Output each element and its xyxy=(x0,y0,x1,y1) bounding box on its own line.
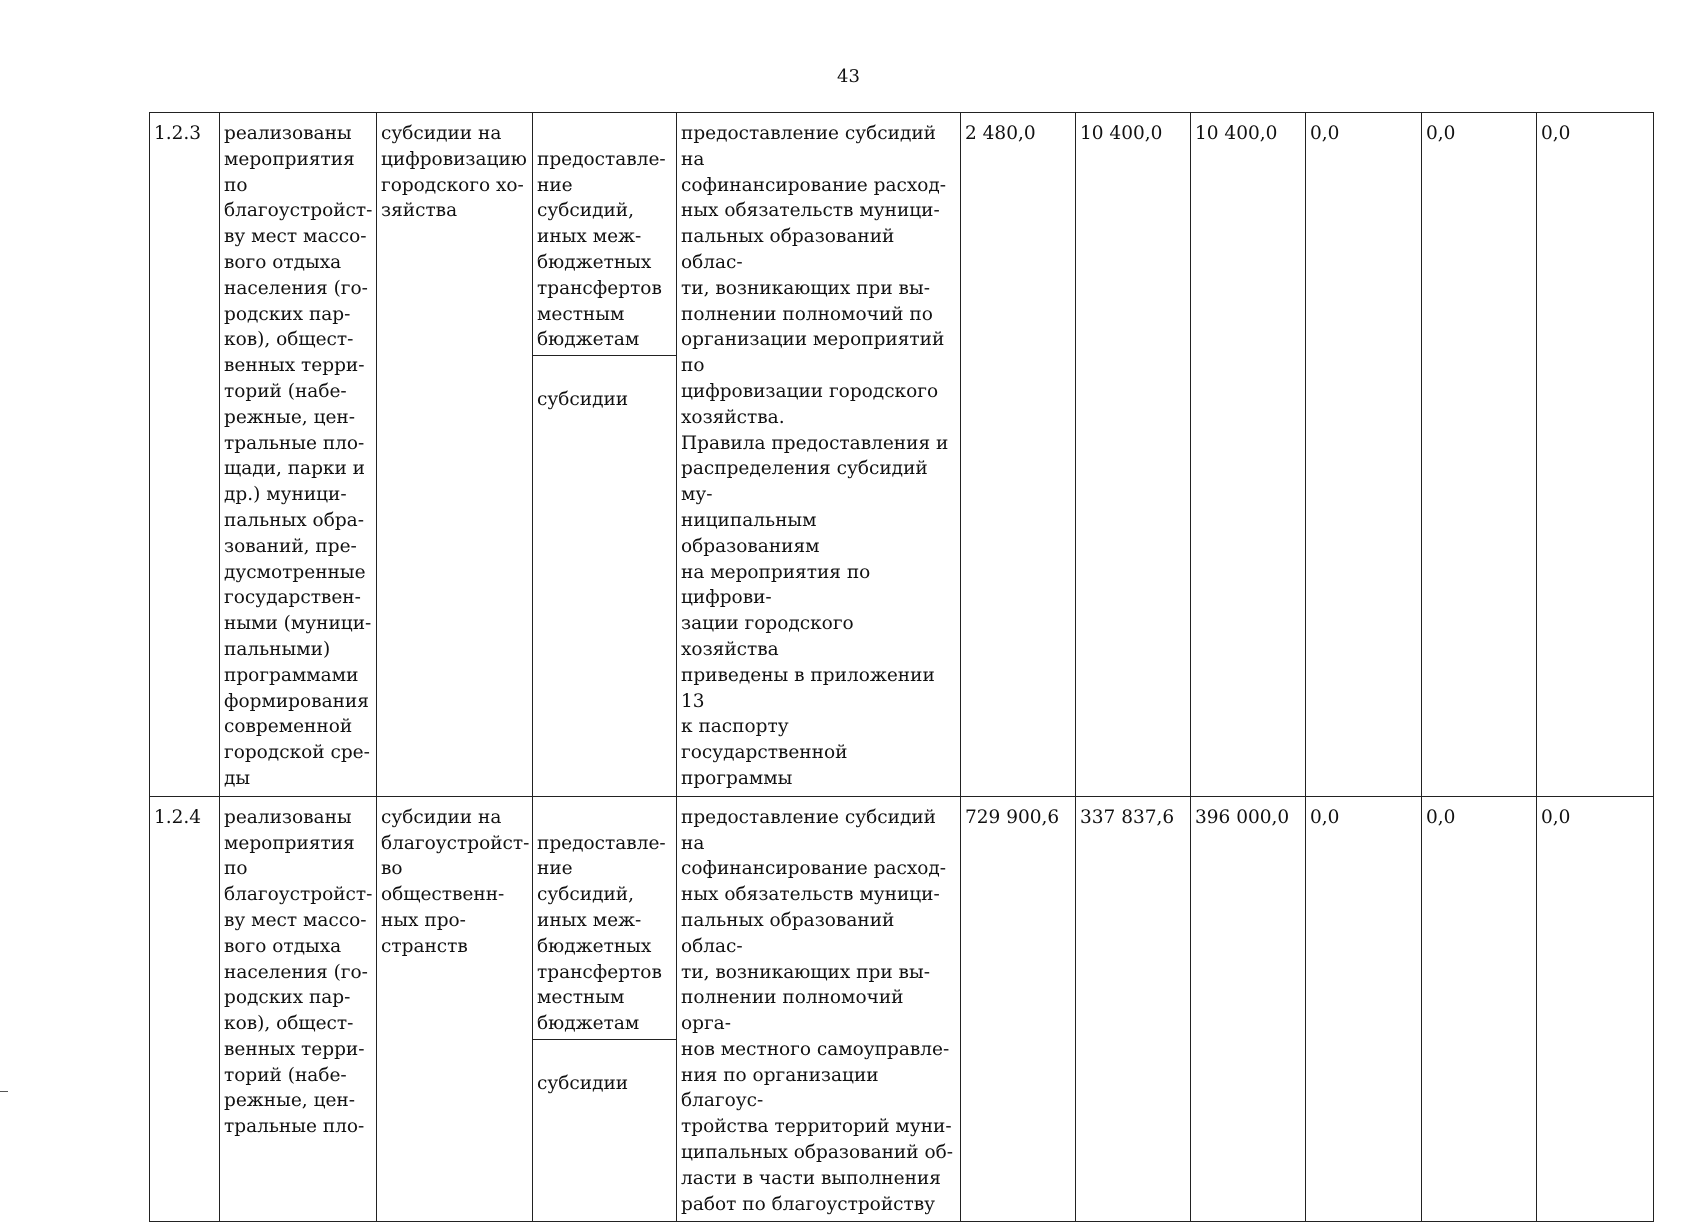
program-measures-table xyxy=(149,112,1654,1222)
value-cell: 2 480,0 xyxy=(961,113,1076,797)
value-cell: 10 400,0 xyxy=(1076,113,1191,797)
scan-margin-mark xyxy=(0,1091,8,1092)
description-cell: предоставление субсидий на софинансирование расход- ных обязательств муници- пальных образований облас- ти, возникающих при вы- полнении полномочий орга- нов местного самоуправле- ния по организации благоус- тройства территорий муни- ципальных образований об- ласти в части выполнения работ по благоустройству xyxy=(677,796,961,1222)
transfer-type-cell xyxy=(533,113,677,797)
value-cell: 0,0 xyxy=(1306,796,1422,1222)
value-cell: 729 900,6 xyxy=(961,796,1076,1222)
transfer-type-cell xyxy=(533,796,677,1222)
value-cell: 0,0 xyxy=(1537,113,1654,797)
subsidy-name-cell: субсидии на цифровизацию городского хо- зяйства xyxy=(377,113,533,797)
value-cell: 0,0 xyxy=(1422,113,1537,797)
row-number-cell: 1.2.4 xyxy=(150,796,220,1222)
value-cell: 0,0 xyxy=(1422,796,1537,1222)
transfer-type-bottom: субсидии xyxy=(537,1072,629,1094)
result-cell: реализованы мероприятия по благоустройст- ву мест массо- вого отдыха населения (го- родских пар- ков), общест- венных терри- торий (набе- режные, цен- тральные пло- xyxy=(220,796,377,1222)
value-cell: 0,0 xyxy=(1306,113,1422,797)
transfer-type-top: предоставле- ние субсидий, иных меж- бюджетных трансфертов местным бюджетам xyxy=(533,139,676,356)
transfer-type-top: предоставле- ние субсидий, иных меж- бюджетных трансфертов местным бюджетам xyxy=(533,823,676,1040)
value-cell: 396 000,0 xyxy=(1191,796,1306,1222)
subsidy-name-cell: субсидии на благоустройст- во общественн- ных про- странств xyxy=(377,796,533,1222)
table-row xyxy=(150,796,1654,1222)
table-row xyxy=(150,113,1654,797)
value-cell: 0,0 xyxy=(1537,796,1654,1222)
transfer-type-bottom: субсидии xyxy=(537,388,629,410)
value-cell: 337 837,6 xyxy=(1076,796,1191,1222)
description-cell: предоставление субсидий на софинансирование расход- ных обязательств муници- пальных образований облас- ти, возникающих при вы- полнении полномочий по организации мероприятий по цифровизации городского хозяйства. Правила предоставления и распределения субсидий му- ниципальным образованиям на мероприятия по цифрови- зации городского хозяйства приведены в приложении 13 к паспорту государственной программы xyxy=(677,113,961,797)
row-number-cell: 1.2.3 xyxy=(150,113,220,797)
result-cell: реализованы мероприятия по благоустройст- ву мест массо- вого отдыха населения (го- родских пар- ков), общест- венных терри- торий (набе- режные, цен- тральные пло- щади, парки и др.) муници- пальных обра- зований, пре- дусмотренные государствен- ными (муници- пальными) программами формирования современной городской сре- ды xyxy=(220,113,377,797)
page-number: 43 xyxy=(837,66,860,87)
value-cell: 10 400,0 xyxy=(1191,113,1306,797)
